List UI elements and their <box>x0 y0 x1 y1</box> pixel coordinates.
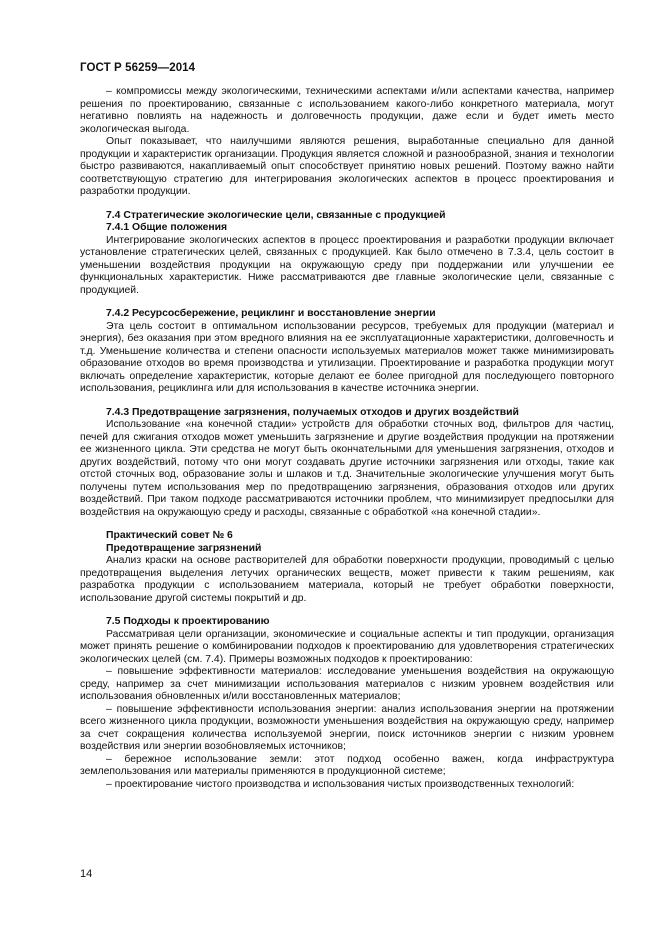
document-body <box>80 86 614 791</box>
section-heading-7-5: 7.5 Подходы к проектированию <box>106 616 270 627</box>
paragraph-pollution: Использование «на конечной стадии» устройств для обработки сточных вод, фильтров для частиц, печей для сжигания отходов может уменьшить загрязнение и другие воздействия продукции на протяжении ее жизненного цикла. Эти средства не могут быть окончательными для уменьшения загрязнения, отходов и других воздействий, потому что они могут создавать другие источники загрязнения или отходы, такие как отстой сточных вод, образование золы и шлаков и т.д. Значительные экологические улучшения могут быть получены путем использования мер по предотвращению загрязнения, образования отходов или других воздействий. При таком подходе рассматриваются источники проблем, что минимизирует предпосылки для воздействия на окружающую среду и расходы, связанные с обработкой «на конечной стадии». <box>80 419 614 518</box>
list-item-energy: – повышение эффективности использования энергии: анализ использования энергии на протяжении всего жизненного цикла продукции, возможности уменьшения воздействия на окружающую среду, например за счет сокращения количества используемой энергии, поиск источников энергии с низким уровнем воздействия или энергии возобновляемых источников; <box>80 703 614 752</box>
document-header: ГОСТ Р 56259—2014 <box>80 62 196 74</box>
section-heading-7-4-3: 7.4.3 Предотвращение загрязнения, получаемых отходов и других воздействий <box>106 406 519 418</box>
practical-tip-heading: Практический совет № 6 <box>106 530 233 541</box>
list-item-land: – бережное использование земли: этот подход особенно важен, когда инфраструктура землепользования или материалы применяются в продукционной системе; <box>80 753 614 777</box>
section-heading-7-4-1: 7.4.1 Общие положения <box>106 222 228 233</box>
paragraph-resources: Эта цель состоит в оптимальном использовании ресурсов, требуемых для продукции (материал и энергия), без оказания при этом вредного влияния на ее эксплуатационные характеристики, долговечность и т.д. Уменьшение количества и степени опасности используемых материалов может также минимизировать образование отходов во время производства и утилизации. Проектирование и разработка продукции могут включать определение характеристик, которые делают ее более пригодной для последующего повторного использования, рециклинга или для использования в качестве источника энергии. <box>80 320 614 394</box>
section-heading-7-4: 7.4 Стратегические экологические цели, связанные с продукцией <box>106 209 446 221</box>
paragraph-general: Интегрирование экологических аспектов в процесс проектирования и разработки продукции включает установление стратегических целей, связанных с продукцией. Как было отмечено в 7.3.4, цель состоит в уменьшении воздействия продукции на окружающую среду при поддержании или улучшении ее функциональных характеристик. Ниже рассматриваются две главные экологические цели, связанные с продукцией. <box>80 234 614 296</box>
list-item-clean-production: – проектирование чистого производства и использования чистых производственных технологий: <box>106 778 575 790</box>
paragraph-experience: Опыт показывает, что наилучшими являются решения, выработанные специально для данной продукции и характеристик организации. Продукция является сложной и разнообразной, знания и технологии быстро развиваются, накапливаемый опыт способствует принятию новых решений. Поэтому важно найти соответствующую стратегию для интегрирования экологических аспектов в процесс проектирования и разработки продукции. <box>80 136 614 197</box>
paragraph-tradeoffs: – компромиссы между экологическими, техническими аспектами и/или аспектами качества, например решения по проектированию, связанные с использованием какого-либо конкретного материала, могут негативно повлиять на надежность и долговечность продукции, даже если и будет иметь место экологическая выгода. <box>80 86 614 135</box>
paragraph-tip: Анализ краски на основе растворителей для обработки поверхности продукции, проводимый с целью предотвращения выделения летучих органических веществ, может привести к таким решениям, как разработка продукции с использованием материала, который не требует обработки поверхности, использование другой системы покрытий и др. <box>80 555 614 604</box>
list-item-materials: – повышение эффективности материалов: исследование уменьшения воздействия на окружающую среду, например за счет минимизации использования материалов с низким уровнем воздействия или использования обновленных и/или восстановленных материалов; <box>80 666 614 702</box>
page-number: 14 <box>80 868 93 880</box>
paragraph-approaches: Рассматривая цели организации, экономические и социальные аспекты и тип продукции, организация может принять решение о комбинировании подходов к проектированию для удовлетворения стратегических экологических целей (см. 7.4). Примеры возможных подходов к проектированию: <box>80 628 614 665</box>
practical-tip-subheading: Предотвращение загрязнений <box>106 542 262 554</box>
section-heading-7-4-2: 7.4.2 Ресурсосбережение, рециклинг и восстановление энергии <box>106 308 436 319</box>
